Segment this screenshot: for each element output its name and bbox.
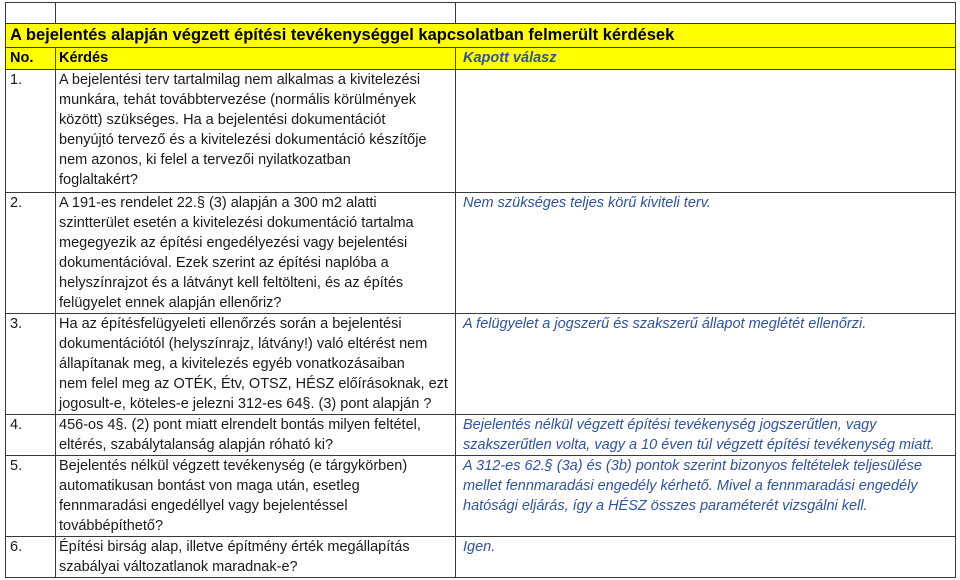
question-line: automatikusan bontást von maga után, esetleg (59, 478, 360, 494)
answer-cell (456, 314, 956, 415)
question-cell (56, 537, 456, 578)
row-number-cell (6, 70, 56, 193)
question-cell (56, 193, 456, 314)
title-cell (6, 24, 956, 48)
question-line: jogosult-e, köteles-e jelezni 312-es 64§. (3) pont alapján ? (59, 396, 432, 412)
row-number: 4. (10, 417, 23, 433)
answer-cell (456, 193, 956, 314)
question-cell (56, 70, 456, 193)
row-number-cell (6, 415, 56, 456)
answer-line: Bejelentés nélkül végzett építési tevékenység jogszerűtlen, vagy (463, 417, 877, 433)
table-row (6, 70, 956, 193)
empty-cell (456, 3, 956, 24)
answer-line: Igen. (463, 539, 496, 555)
answer-line: mellet fennmaradási engedély kérhető. Mivel a fennmaradási engedély (463, 478, 918, 494)
question-line: állapítanak meg, a kivitelezés egyéb vonatkozásaiban (59, 356, 405, 372)
row-number-cell (6, 193, 56, 314)
question-line: A 191-es rendelet 22.§ (3) alapján a 300 m2 alatti (59, 195, 377, 211)
table-row (6, 537, 956, 578)
question-line: szabályai változatlanok maradnak-e? (59, 559, 298, 575)
question-line: felügyelet ennek alapján ellenőriz? (59, 295, 282, 311)
answer-line: Nem szükséges teljes körű kiviteli terv. (463, 195, 711, 211)
question-line: helyszínrajzot és a látványt kell feltölteni, és az építés (59, 275, 404, 291)
row-number: 5. (10, 458, 23, 474)
question-line: munkára, tehát továbbtervezése (normális körülmények (59, 92, 417, 108)
question-line: fennmaradási engedéllyel vagy bejelentéssel (59, 498, 348, 514)
answer-line: hatósági eljárás, így a HÉSZ összes paraméterét vizsgálni kell. (463, 498, 868, 514)
answer-cell (456, 456, 956, 537)
question-cell (56, 456, 456, 537)
row-number-cell (6, 456, 56, 537)
question-line: dokumentációtól (helyszínrajz, látvány!) való eltérést nem (59, 336, 428, 352)
header-no: No. (10, 50, 34, 66)
header-row (6, 48, 956, 70)
question-line: megegyezik az építési engedélyezési vagy bejelentési (59, 235, 408, 251)
row-number: 3. (10, 316, 23, 332)
question-line: Ha az építésfelügyeleti ellenőrzés során a bejelentési (59, 316, 402, 332)
top-empty-row (6, 3, 956, 24)
answer-cell (456, 537, 956, 578)
answer-line: A 312-es 62.§ (3a) és (3b) pontok szerint bizonyos feltételek teljesülése (463, 458, 922, 474)
question-line: nem felel meg az OTÉK, Étv, OTSZ, HÉSZ előírásoknak, ezt (59, 376, 448, 392)
question-line: szintterület esetén a kivitelezési dokumentáció tartalma (59, 215, 414, 231)
question-line: foglaltakért? (59, 172, 138, 188)
question-line: nem azonos, ki felel a tervezői nyilatkozatban (59, 152, 351, 168)
question-line: között) szükséges. Ha a bejelentési dokumentációt (59, 112, 386, 128)
question-cell (56, 415, 456, 456)
empty-cell (6, 3, 56, 24)
question-cell (56, 314, 456, 415)
header-no-cell (6, 48, 56, 70)
header-answer: Kapott válasz (463, 50, 557, 66)
header-question-cell (56, 48, 456, 70)
row-number-cell (6, 537, 56, 578)
question-line: Építési birság alap, illetve építmény érték megállapítás (59, 539, 410, 555)
question-line: eltérés, szabálytalanság alapján róható ki? (59, 437, 334, 453)
question-line: 456-os 4§. (2) pont miatt elrendelt bontás milyen feltétel, (59, 417, 421, 433)
row-number-cell (6, 314, 56, 415)
empty-cell (56, 3, 456, 24)
question-line: A bejelentési terv tartalmilag nem alkalmas a kivitelezési (59, 72, 421, 88)
answer-cell (456, 415, 956, 456)
answer-line: szakszerűtlen volta, vagy a 10 éven túl végzett építési tevékenység miatt. (463, 437, 935, 453)
table-row (6, 193, 956, 314)
table-row (6, 314, 956, 415)
table-title: A bejelentés alapján végzett építési tevékenységgel kapcsolatban felmerült kérdések (10, 26, 675, 44)
table-row (6, 456, 956, 537)
answer-cell (456, 70, 956, 193)
header-question: Kérdés (59, 50, 109, 66)
question-line: benyújtó tervező és a kivitelezési dokumentáció készítője (59, 132, 427, 148)
title-row (6, 24, 956, 48)
row-number: 2. (10, 195, 23, 211)
questions-table (5, 2, 956, 578)
question-line: dokumentációval. Ezek szerint az építési naplóba a (59, 255, 389, 271)
row-number: 6. (10, 539, 23, 555)
question-line: továbbépíthető? (59, 518, 164, 534)
answer-line: A felügyelet a jogszerű és szakszerű állapot meglétét ellenőrzi. (463, 316, 867, 332)
header-answer-cell (456, 48, 956, 70)
question-line: Bejelentés nélkül végzett tevékenység (e tárgykörben) (59, 458, 408, 474)
row-number: 1. (10, 72, 23, 88)
table-row (6, 415, 956, 456)
